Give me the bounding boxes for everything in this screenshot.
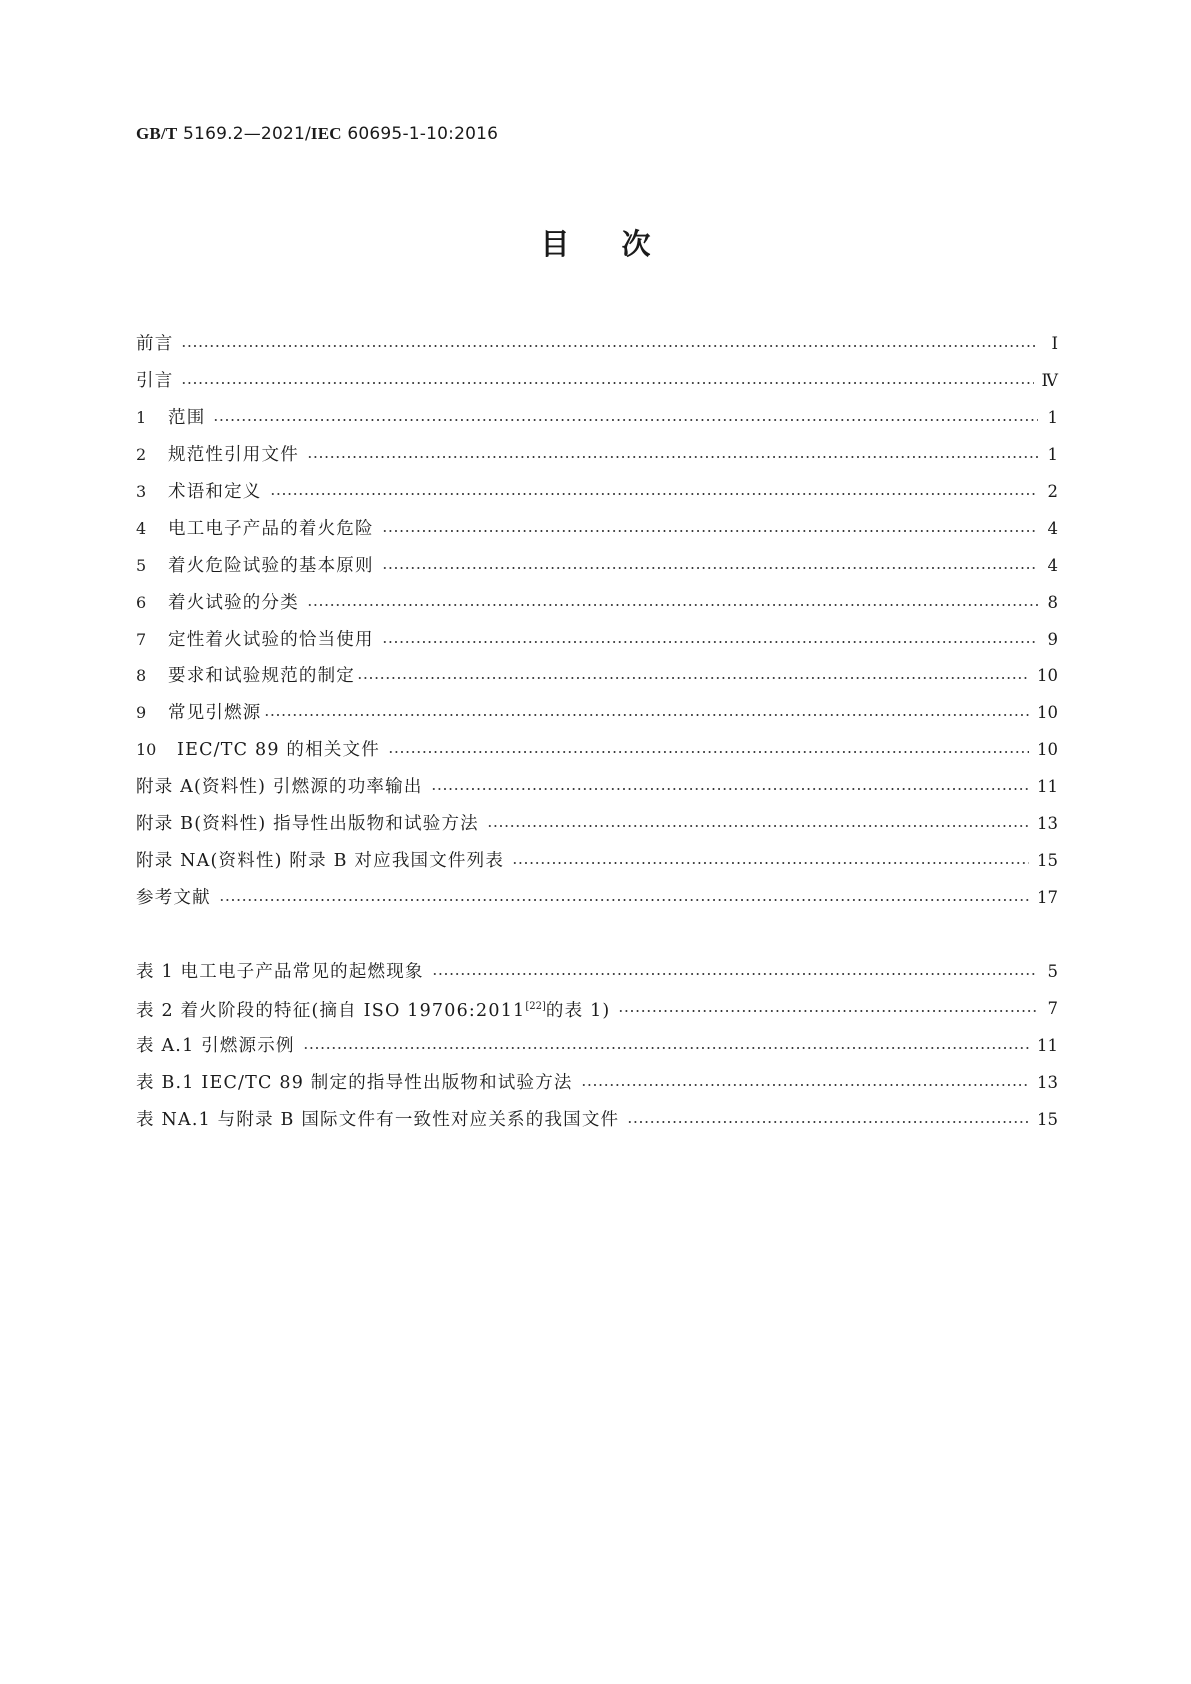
toc-entry-section-4[interactable] <box>136 510 1058 547</box>
toc-entry-page: 1 <box>1047 445 1058 465</box>
toc-entry-number: 6 <box>136 592 147 612</box>
toc-entry-page: 17 <box>1037 887 1058 907</box>
toc-entry-number: 8 <box>136 666 147 686</box>
dot-leader <box>382 567 1038 569</box>
table-entry-2[interactable] <box>136 991 1058 1028</box>
toc-entry-page: 10 <box>1037 740 1058 760</box>
toc-entry-page: 10 <box>1037 666 1058 686</box>
table-entry-label: 表 1 电工电子产品常见的起燃现象 <box>136 962 424 983</box>
standard-code-number: 5169.2—2021/ <box>177 124 311 144</box>
table-entry-page: 5 <box>1047 962 1058 982</box>
toc-entry-page: 11 <box>1037 777 1058 797</box>
table-entry-label <box>136 995 610 1023</box>
dot-leader <box>181 382 1033 384</box>
toc-entry-section-2[interactable] <box>136 437 1058 474</box>
toc-entry-label: 引言 <box>136 371 174 392</box>
toc-entry-page: 15 <box>1037 850 1058 870</box>
table-entry-page: 15 <box>1037 1110 1058 1129</box>
toc-entry-section-6[interactable] <box>136 584 1058 621</box>
dot-leader <box>581 1084 1029 1086</box>
dot-leader <box>432 973 1038 975</box>
dot-leader <box>512 862 1029 864</box>
toc-entry-page: 13 <box>1037 814 1058 834</box>
toc-entry-section-9[interactable] <box>136 695 1058 732</box>
reference-marker[interactable]: [22] <box>525 1001 546 1013</box>
table-of-contents <box>136 326 1058 916</box>
dot-leader <box>431 788 1029 790</box>
toc-entry-number: 7 <box>136 629 147 649</box>
dot-leader <box>307 456 1038 458</box>
dot-leader <box>181 345 1038 347</box>
table-entry-na1[interactable] <box>136 1102 1058 1139</box>
toc-entry-section-5[interactable] <box>136 547 1058 584</box>
toc-entry-label: 着火危险试验的基本原则 <box>168 555 374 576</box>
table-entry-label-start: 表 2 着火阶段的特征(摘自 ISO 19706:2011 <box>136 1001 526 1022</box>
toc-entry-label: 术语和定义 <box>168 482 262 502</box>
table-entry-page: 11 <box>1037 1036 1058 1056</box>
toc-entry-number: 5 <box>136 555 147 575</box>
toc-entry-page: 9 <box>1047 629 1058 649</box>
dot-leader <box>307 604 1038 606</box>
iec-code-prefix: IEC <box>310 124 342 143</box>
toc-entry-label: 附录 B(资料性) 指导性出版物和试验方法 <box>136 814 479 835</box>
toc-entry-page: Ⅳ <box>1041 371 1058 391</box>
toc-entry-page: 10 <box>1037 703 1058 723</box>
standard-code-prefix: GB/T <box>136 124 178 143</box>
table-entry-1[interactable] <box>136 954 1058 991</box>
dot-leader <box>264 714 1030 716</box>
toc-entry-page: 1 <box>1047 408 1058 428</box>
dot-leader <box>213 419 1038 421</box>
page-title: 目次 <box>540 227 703 261</box>
toc-entry-section-3[interactable] <box>136 474 1058 511</box>
toc-entry-label: 附录 A(资料性) 引燃源的功率输出 <box>136 777 423 798</box>
toc-entry-page: 8 <box>1047 592 1058 612</box>
toc-entry-section-10[interactable] <box>136 732 1058 769</box>
toc-entry-foreword[interactable] <box>136 326 1058 363</box>
toc-entry-label: 范围 <box>168 408 206 429</box>
toc-entry-label: 要求和试验规范的制定 <box>168 666 355 687</box>
list-of-tables <box>136 954 1058 1138</box>
toc-entry-introduction[interactable] <box>136 363 1058 400</box>
table-entry-page: 7 <box>1047 999 1058 1019</box>
toc-entry-label: 前言 <box>136 334 174 355</box>
table-entry-label: 表 NA.1 与附录 B 国际文件有一致性对应关系的我国文件 <box>136 1110 620 1130</box>
toc-entry-label: 附录 NA(资料性) 附录 B 对应我国文件列表 <box>136 850 505 871</box>
toc-entry-label: 常见引燃源 <box>168 703 262 724</box>
toc-entry-section-8[interactable] <box>136 658 1058 695</box>
dot-leader <box>388 751 1029 753</box>
table-entry-b1[interactable] <box>136 1065 1058 1102</box>
toc-entry-page: 4 <box>1047 555 1058 575</box>
toc-entry-annex-b[interactable] <box>136 806 1058 843</box>
table-entry-label: 表 A.1 引燃源示例 <box>136 1036 295 1057</box>
toc-entry-label: 参考文献 <box>136 887 211 908</box>
dot-leader <box>270 493 1039 495</box>
dot-leader <box>303 1047 1029 1049</box>
toc-entry-section-1[interactable] <box>136 400 1058 437</box>
iec-code-number: 60695-1-10:2016 <box>341 124 499 144</box>
table-entry-label-end: 的表 1) <box>545 1001 611 1022</box>
dot-leader <box>487 825 1029 827</box>
dot-leader <box>627 1121 1029 1123</box>
table-entry-label: 表 B.1 IEC/TC 89 制定的指导性出版物和试验方法 <box>136 1073 573 1094</box>
dot-leader <box>219 899 1029 901</box>
toc-entry-number: 4 <box>136 518 147 538</box>
toc-entry-page: 2 <box>1047 482 1058 501</box>
toc-entry-number: 3 <box>136 482 147 501</box>
toc-entry-label: IEC/TC 89 的相关文件 <box>177 740 380 761</box>
toc-entry-page: Ⅰ <box>1051 334 1058 354</box>
toc-entry-label: 规范性引用文件 <box>168 445 299 466</box>
toc-entry-page: 4 <box>1047 518 1058 538</box>
toc-entry-number: 2 <box>136 445 147 465</box>
table-entry-a1[interactable] <box>136 1028 1058 1065</box>
dot-leader <box>618 1010 1038 1012</box>
toc-entry-label: 着火试验的分类 <box>168 592 299 613</box>
toc-entry-annex-a[interactable] <box>136 769 1058 806</box>
toc-entry-number: 9 <box>136 703 147 723</box>
dot-leader <box>357 677 1029 679</box>
document-code-header <box>136 124 498 144</box>
toc-entry-annex-na[interactable] <box>136 842 1058 879</box>
toc-entry-number: 1 <box>136 408 147 428</box>
toc-entry-label: 电工电子产品的着火危险 <box>168 518 374 539</box>
toc-entry-section-7[interactable] <box>136 621 1058 658</box>
toc-entry-bibliography[interactable] <box>136 879 1058 916</box>
toc-entry-number: 10 <box>136 740 157 760</box>
table-entry-page: 13 <box>1037 1073 1058 1093</box>
toc-entry-label: 定性着火试验的恰当使用 <box>168 629 374 650</box>
dot-leader <box>382 641 1038 643</box>
dot-leader <box>382 530 1038 532</box>
